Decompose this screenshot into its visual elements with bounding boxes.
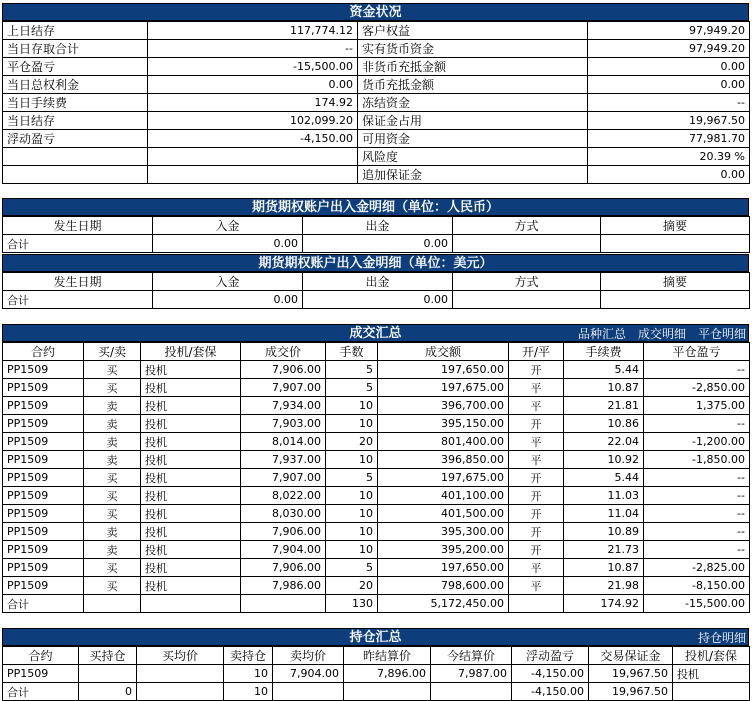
funds-value: 97,949.20 — [588, 40, 750, 58]
table-cell: 开 — [509, 487, 564, 505]
table-cell: 投机 — [141, 451, 241, 469]
table-cell: 5 — [326, 469, 378, 487]
table-cell: 开 — [509, 541, 564, 559]
table-cell: 7,937.00 — [241, 451, 326, 469]
usd-table — [2, 272, 750, 309]
rmb-total-row — [3, 235, 750, 253]
total-label: 合计 — [3, 235, 153, 253]
table-cell: 卖 — [84, 433, 141, 451]
table-cell: 买 — [84, 577, 141, 595]
table-row — [3, 577, 750, 595]
table-cell: 1,375.00 — [644, 397, 750, 415]
total-label: 合计 — [3, 595, 84, 613]
positions-col-header: 买持仓 — [79, 647, 137, 665]
rmb-table — [2, 216, 750, 253]
table-cell: 5 — [326, 361, 378, 379]
funds-label: 可用资金 — [358, 130, 588, 148]
table-cell: 平 — [509, 433, 564, 451]
col-summary: 摘要 — [601, 217, 750, 235]
table-cell: 10 — [326, 487, 378, 505]
total-amount: 5,172,450.00 — [378, 595, 509, 613]
table-cell: 平 — [509, 559, 564, 577]
table-cell: 开 — [509, 469, 564, 487]
funds-value: 19,967.50 — [588, 112, 750, 130]
table-cell: PP1509 — [3, 451, 84, 469]
table-cell: 11.04 — [564, 505, 644, 523]
table-cell: 395,150.00 — [378, 415, 509, 433]
total-label: 合计 — [3, 291, 153, 309]
table-cell: -2,850.00 — [644, 379, 750, 397]
table-cell: 5.44 — [564, 469, 644, 487]
funds-value: 117,774.12 — [148, 22, 358, 40]
table-cell: 投机 — [141, 487, 241, 505]
positions-header-row — [3, 647, 750, 665]
col-date: 发生日期 — [3, 217, 153, 235]
table-cell: PP1509 — [3, 487, 84, 505]
trades-total-row — [3, 595, 750, 613]
table-cell: PP1509 — [3, 665, 79, 683]
funds-label: 当日结存 — [3, 112, 148, 130]
table-cell: 平 — [509, 577, 564, 595]
table-row — [3, 505, 750, 523]
rmb-header-row — [3, 217, 750, 235]
table-cell: 10.87 — [564, 559, 644, 577]
funds-label: 客户权益 — [358, 22, 588, 40]
table-cell: 11.03 — [564, 487, 644, 505]
table-cell: 10.86 — [564, 415, 644, 433]
table-cell: 投机 — [141, 559, 241, 577]
positions-col-header: 浮动盈亏 — [512, 647, 589, 665]
funds-label: 追加保证金 — [358, 166, 588, 184]
trades-col-header: 平仓盈亏 — [644, 343, 750, 361]
funds-label: 上日结存 — [3, 22, 148, 40]
table-cell: PP1509 — [3, 559, 84, 577]
table-cell: PP1509 — [3, 541, 84, 559]
table-cell: -2,825.00 — [644, 559, 750, 577]
positions-col-header: 卖持仓 — [224, 647, 273, 665]
usd-total-row — [3, 291, 750, 309]
table-cell: 开 — [509, 523, 564, 541]
total-in: 0.00 — [153, 291, 303, 309]
table-row — [3, 487, 750, 505]
positions-total-row — [3, 683, 750, 701]
table-cell: 21.73 — [564, 541, 644, 559]
funds-value: 102,099.20 — [148, 112, 358, 130]
table-cell: 投机 — [141, 505, 241, 523]
positions-col-header: 投机/套保 — [673, 647, 750, 665]
link-trade-detail[interactable]: 成交明细 — [637, 327, 686, 341]
funds-label: 当日手续费 — [3, 94, 148, 112]
col-date: 发生日期 — [3, 273, 153, 291]
table-cell: 投机 — [673, 665, 750, 683]
funds-value: -- — [588, 94, 750, 112]
table-cell: 7,907.00 — [241, 469, 326, 487]
rmb-section — [2, 198, 749, 253]
trades-header — [2, 324, 749, 342]
funds-row — [3, 22, 750, 40]
link-variety-summary[interactable]: 品种汇总 — [577, 327, 626, 341]
table-cell: 5 — [326, 379, 378, 397]
table-cell: 19,967.50 — [589, 665, 673, 683]
funds-label: 冻结资金 — [358, 94, 588, 112]
trades-col-header: 成交额 — [378, 343, 509, 361]
table-row — [3, 361, 750, 379]
table-cell: 8,014.00 — [241, 433, 326, 451]
usd-section — [2, 254, 749, 309]
funds-row — [3, 112, 750, 130]
table-cell: 买 — [84, 487, 141, 505]
funds-label: 当日存取合计 — [3, 40, 148, 58]
table-cell: 7,903.00 — [241, 415, 326, 433]
funds-value — [148, 166, 358, 184]
table-cell: PP1509 — [3, 577, 84, 595]
table-cell: PP1509 — [3, 505, 84, 523]
table-cell — [79, 665, 137, 683]
table-cell: 7,904.00 — [273, 665, 344, 683]
table-cell: 395,200.00 — [378, 541, 509, 559]
total-float: -4,150.00 — [512, 683, 589, 701]
table-row — [3, 559, 750, 577]
funds-label: 风险度 — [358, 148, 588, 166]
table-cell: 7,904.00 — [241, 541, 326, 559]
table-cell: 买 — [84, 361, 141, 379]
table-cell: -- — [644, 361, 750, 379]
table-cell: PP1509 — [3, 415, 84, 433]
table-row — [3, 469, 750, 487]
trades-col-header: 买/卖 — [84, 343, 141, 361]
table-cell: 平 — [509, 379, 564, 397]
table-cell: 买 — [84, 559, 141, 577]
table-cell: 10 — [326, 523, 378, 541]
table-cell: PP1509 — [3, 397, 84, 415]
table-cell: 7,906.00 — [241, 523, 326, 541]
table-cell: 801,400.00 — [378, 433, 509, 451]
table-cell: 197,675.00 — [378, 469, 509, 487]
table-cell: 卖 — [84, 397, 141, 415]
total-margin: 19,967.50 — [589, 683, 673, 701]
table-cell: 平 — [509, 451, 564, 469]
table-cell: -- — [644, 505, 750, 523]
trades-col-header: 手数 — [326, 343, 378, 361]
table-cell: -- — [644, 415, 750, 433]
table-cell: 401,100.00 — [378, 487, 509, 505]
table-cell: -- — [644, 487, 750, 505]
funds-row — [3, 166, 750, 184]
table-cell: 396,850.00 — [378, 451, 509, 469]
table-row — [3, 397, 750, 415]
funds-row — [3, 148, 750, 166]
trades-table — [2, 342, 750, 613]
funds-value: 97,949.20 — [588, 22, 750, 40]
table-row — [3, 523, 750, 541]
table-cell: 7,896.00 — [344, 665, 431, 683]
funds-row — [3, 130, 750, 148]
positions-col-header: 交易保证金 — [589, 647, 673, 665]
funds-value — [148, 148, 358, 166]
total-buy: 0 — [79, 683, 137, 701]
table-cell: 7,986.00 — [241, 577, 326, 595]
table-cell: 8,022.00 — [241, 487, 326, 505]
table-cell: 10 — [326, 505, 378, 523]
funds-label: 非货币充抵金额 — [358, 58, 588, 76]
table-cell: 10 — [326, 397, 378, 415]
table-cell: 7,906.00 — [241, 559, 326, 577]
positions-col-header: 今结算价 — [431, 647, 512, 665]
funds-label — [3, 148, 148, 166]
table-cell: 401,500.00 — [378, 505, 509, 523]
table-cell: 投机 — [141, 415, 241, 433]
table-cell: 20 — [326, 433, 378, 451]
table-cell: PP1509 — [3, 523, 84, 541]
funds-value: 174.92 — [148, 94, 358, 112]
link-position-detail[interactable]: 持仓明细 — [697, 631, 746, 645]
funds-value: 77,981.70 — [588, 130, 750, 148]
funds-value: -15,500.00 — [148, 58, 358, 76]
positions-header — [2, 628, 749, 646]
funds-section — [2, 3, 749, 184]
funds-label: 浮动盈亏 — [3, 130, 148, 148]
table-cell: 20 — [326, 577, 378, 595]
funds-table — [2, 21, 750, 184]
funds-value: 0.00 — [588, 76, 750, 94]
funds-title: 资金状况 — [2, 3, 749, 21]
funds-value: 20.39 % — [588, 148, 750, 166]
table-cell: 197,650.00 — [378, 361, 509, 379]
trades-col-header: 开/平 — [509, 343, 564, 361]
funds-row — [3, 40, 750, 58]
table-cell: 卖 — [84, 523, 141, 541]
table-cell: 买 — [84, 469, 141, 487]
table-cell: 8,030.00 — [241, 505, 326, 523]
funds-value: 0.00 — [588, 58, 750, 76]
col-summary: 摘要 — [601, 273, 750, 291]
trades-title: 成交汇总 — [349, 326, 402, 341]
trades-section — [2, 324, 749, 613]
total-pnl: -15,500.00 — [644, 595, 750, 613]
positions-col-header: 卖均价 — [273, 647, 344, 665]
table-cell: 卖 — [84, 415, 141, 433]
table-row — [3, 451, 750, 469]
total-fee: 174.92 — [564, 595, 644, 613]
trades-col-header: 手续费 — [564, 343, 644, 361]
funds-label: 货币充抵金额 — [358, 76, 588, 94]
table-row — [3, 665, 750, 683]
funds-label: 当日总权利金 — [3, 76, 148, 94]
table-cell: PP1509 — [3, 469, 84, 487]
table-cell: 投机 — [141, 379, 241, 397]
table-cell: 投机 — [141, 433, 241, 451]
positions-table — [2, 646, 750, 701]
usd-title: 期货期权账户出入金明细（单位：美元） — [2, 254, 749, 272]
funds-row — [3, 76, 750, 94]
table-cell: -4,150.00 — [512, 665, 589, 683]
table-row — [3, 541, 750, 559]
funds-value: -- — [148, 40, 358, 58]
positions-col-header: 昨结算价 — [344, 647, 431, 665]
table-cell — [137, 665, 224, 683]
table-cell: 投机 — [141, 361, 241, 379]
col-method: 方式 — [453, 217, 601, 235]
link-close-detail[interactable]: 平仓明细 — [697, 327, 746, 341]
table-cell: 10 — [224, 665, 273, 683]
table-cell: PP1509 — [3, 379, 84, 397]
table-cell: 投机 — [141, 523, 241, 541]
table-cell: -- — [644, 523, 750, 541]
table-cell: 10 — [326, 451, 378, 469]
total-out: 0.00 — [303, 291, 453, 309]
table-cell: 开 — [509, 361, 564, 379]
trades-header-row — [3, 343, 750, 361]
table-cell: 开 — [509, 505, 564, 523]
funds-value: -4,150.00 — [148, 130, 358, 148]
funds-label: 实有货币资金 — [358, 40, 588, 58]
col-method: 方式 — [453, 273, 601, 291]
table-cell: 396,700.00 — [378, 397, 509, 415]
table-cell: 22.04 — [564, 433, 644, 451]
total-out: 0.00 — [303, 235, 453, 253]
table-cell: PP1509 — [3, 361, 84, 379]
funds-row — [3, 94, 750, 112]
table-cell: 投机 — [141, 541, 241, 559]
table-cell: 10.87 — [564, 379, 644, 397]
table-cell: 5 — [326, 559, 378, 577]
usd-header-row — [3, 273, 750, 291]
table-cell: 卖 — [84, 451, 141, 469]
table-cell: -8,150.00 — [644, 577, 750, 595]
positions-title: 持仓汇总 — [349, 630, 402, 645]
table-cell: 7,907.00 — [241, 379, 326, 397]
positions-col-header: 合约 — [3, 647, 79, 665]
funds-label: 平仓盈亏 — [3, 58, 148, 76]
table-cell: 投机 — [141, 577, 241, 595]
table-cell: 投机 — [141, 397, 241, 415]
total-qty: 130 — [326, 595, 378, 613]
funds-value: 0.00 — [588, 166, 750, 184]
table-cell: -- — [644, 541, 750, 559]
rmb-title: 期货期权账户出入金明细（单位：人民币） — [2, 198, 749, 216]
table-cell: 买 — [84, 505, 141, 523]
positions-col-header: 买均价 — [137, 647, 224, 665]
table-cell: 21.81 — [564, 397, 644, 415]
table-cell: 197,675.00 — [378, 379, 509, 397]
funds-value: 0.00 — [148, 76, 358, 94]
total-in: 0.00 — [153, 235, 303, 253]
funds-label: 保证金占用 — [358, 112, 588, 130]
table-cell: -1,200.00 — [644, 433, 750, 451]
table-cell: 投机 — [141, 469, 241, 487]
table-cell: -- — [644, 469, 750, 487]
table-cell: -1,850.00 — [644, 451, 750, 469]
trades-col-header: 成交价 — [241, 343, 326, 361]
table-cell: 7,906.00 — [241, 361, 326, 379]
table-cell: 395,300.00 — [378, 523, 509, 541]
table-cell: 5.44 — [564, 361, 644, 379]
table-cell: 开 — [509, 415, 564, 433]
table-cell: PP1509 — [3, 433, 84, 451]
table-cell: 197,650.00 — [378, 559, 509, 577]
table-cell: 10.89 — [564, 523, 644, 541]
table-cell: 10 — [326, 415, 378, 433]
table-cell: 卖 — [84, 541, 141, 559]
col-in: 入金 — [153, 273, 303, 291]
col-out: 出金 — [303, 217, 453, 235]
positions-section — [2, 628, 749, 701]
trades-col-header: 投机/套保 — [141, 343, 241, 361]
funds-label — [3, 166, 148, 184]
table-cell: 买 — [84, 379, 141, 397]
table-row — [3, 379, 750, 397]
col-in: 入金 — [153, 217, 303, 235]
trades-col-header: 合约 — [3, 343, 84, 361]
col-out: 出金 — [303, 273, 453, 291]
total-label: 合计 — [3, 683, 79, 701]
table-cell: 10 — [326, 541, 378, 559]
table-cell: 21.98 — [564, 577, 644, 595]
table-cell: 10.92 — [564, 451, 644, 469]
funds-row — [3, 58, 750, 76]
table-row — [3, 433, 750, 451]
table-cell: 7,934.00 — [241, 397, 326, 415]
table-cell: 7,987.00 — [431, 665, 512, 683]
table-cell: 平 — [509, 397, 564, 415]
table-cell: 798,600.00 — [378, 577, 509, 595]
table-row — [3, 415, 750, 433]
total-sell: 10 — [224, 683, 273, 701]
